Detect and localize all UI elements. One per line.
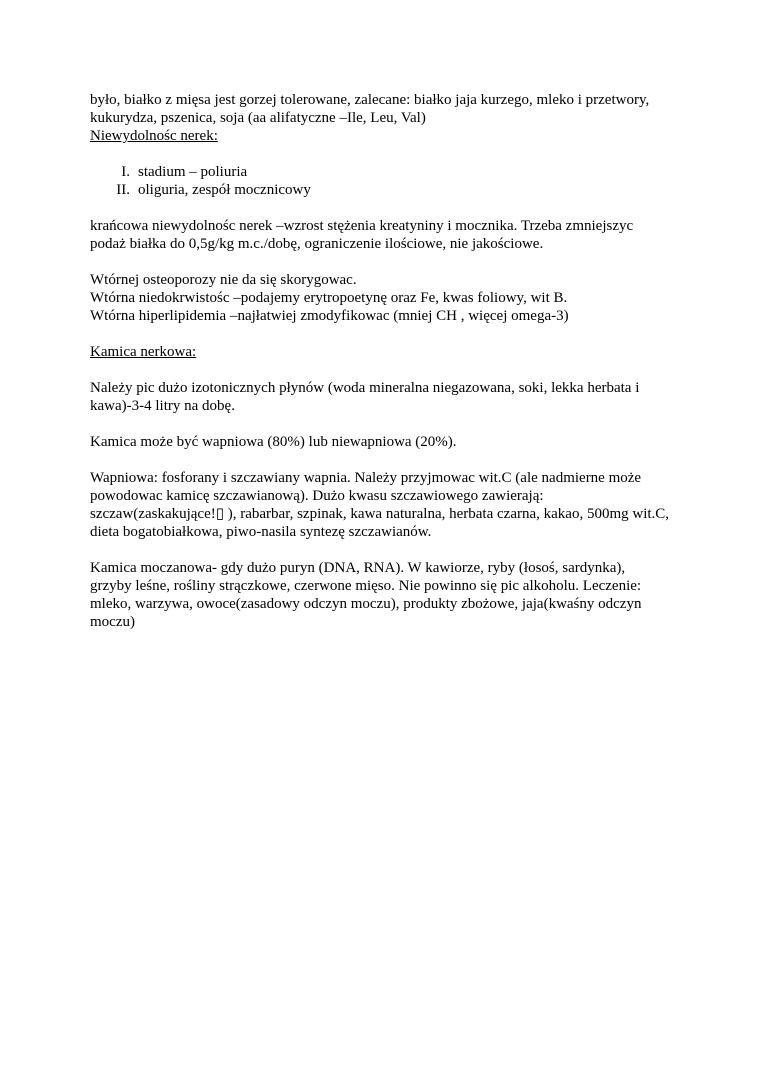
paragraph-urate-stones: Kamica moczanowa- gdy dużo puryn (DNA, RNA). W kawiorze, ryby (łosoś, sardynka), grzyby leśne, rośliny strączkowe, czerwone mięso. Nie powinno się pic alkoholu. Leczenie: mleko, warzywa, owoce(zasadowy odczyn moczu), produkty zbożowe, jaja(kwaśny odczyn moczu) (90, 560, 642, 630)
stages-list (90, 163, 670, 199)
list-number: II. (116, 182, 130, 198)
list-text: oliguria, zespół mocznicowy (138, 182, 311, 198)
spacer (90, 541, 670, 559)
paragraph-stone-types: Kamica może być wapniowa (80%) lub niewapniowa (20%). (90, 434, 457, 450)
spacer (90, 415, 670, 433)
paragraph-calcium-stones: Wapniowa: fosforany i szczawiany wapnia. Należy przyjmowac wit.C (ale nadmierne może powodowac kamicę szczawianową). Dużo kwasu szczawiowego zawierają: szczaw(zaskakujące!▯ ), rabarbar, szpinak, kawa naturalna, herbata czarna, kakao, 500mg wit.C, dieta bogatobiałkowa, piwo-nasila syntezę szczawianów. (90, 470, 670, 540)
spacer (90, 145, 670, 163)
document-body (90, 91, 670, 631)
spacer (90, 199, 670, 217)
paragraph-protein: było, białko z mięsa jest gorzej tolerowane, zalecane: białko jaja kurzego, mleko i przetwory, kukurydza, pszenica, soja (aa alifatyczne –Ile, Leu, Val) (90, 92, 650, 126)
line-anemia: Wtórna niedokrwistośc –podajemy erytropoetynę oraz Fe, kwas foliowy, wit B. (90, 290, 568, 306)
spacer (90, 325, 670, 343)
spacer (90, 361, 670, 379)
heading-renal-failure: Niewydolnośc nerek: (90, 128, 218, 144)
paragraph-fluids: Należy pic dużo izotonicznych płynów (woda mineralna niegazowana, soki, lekka herbata i kawa)-3-4 litry na dobę. (90, 380, 640, 414)
list-item (90, 181, 670, 199)
paragraph-end-stage: krańcowa niewydolnośc nerek –wzrost stężenia kreatyniny i mocznika. Trzeba zmniejszyc podaż białka do 0,5g/kg m.c./dobę, ograniczenie ilościowe, nie jakościowe. (90, 218, 634, 252)
spacer (90, 451, 670, 469)
list-text: stadium – poliuria (138, 164, 248, 180)
spacer (90, 253, 670, 271)
list-number: I. (121, 164, 130, 180)
heading-kidney-stones: Kamica nerkowa: (90, 344, 197, 360)
line-hyperlipidemia: Wtórna hiperlipidemia –najłatwiej zmodyfikowac (mniej CH , więcej omega-3) (90, 308, 569, 324)
list-item (90, 163, 670, 181)
line-osteoporosis: Wtórnej osteoporozy nie da się skorygowac. (90, 272, 357, 288)
